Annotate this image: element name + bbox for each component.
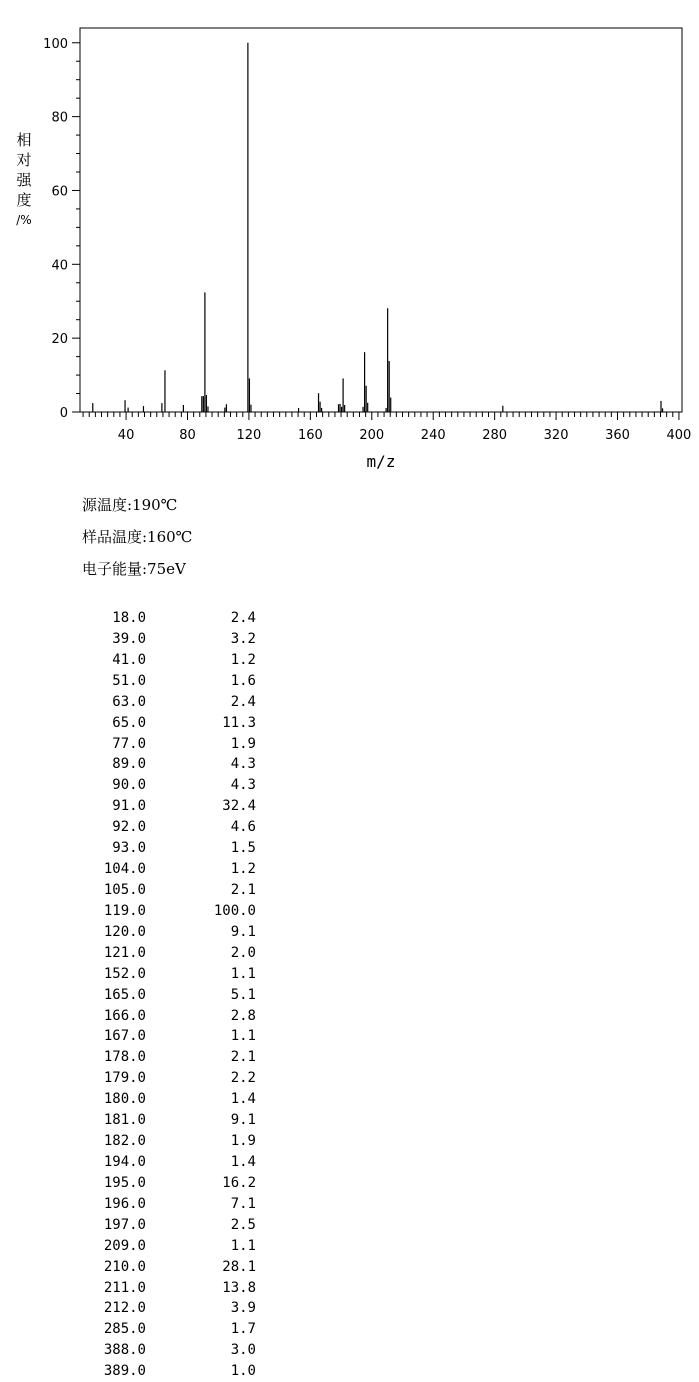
peak-intensity: 1.1 [230, 1028, 256, 1045]
peak-mz: 39.0 [112, 630, 146, 647]
peak-row [86, 1319, 286, 1340]
peak-mz: 120.0 [103, 923, 146, 940]
peak-row [86, 1215, 286, 1236]
x-tick-label: 360 [605, 428, 630, 443]
peak-intensity: 2.4 [230, 693, 256, 710]
peak-mz: 181.0 [103, 1112, 146, 1129]
peak-intensity: 5.1 [230, 986, 256, 1003]
peak-mz: 196.0 [103, 1195, 146, 1212]
x-tick-label: 240 [420, 428, 446, 443]
peak-row [86, 1194, 286, 1215]
peak-row [86, 1236, 286, 1257]
y-axis-label-char: 度 [16, 191, 32, 209]
peak-row [86, 1361, 286, 1382]
peak-row [86, 1173, 286, 1194]
peak-intensity: 3.2 [230, 630, 256, 647]
x-tick-label: 120 [236, 428, 262, 443]
peak-row [86, 734, 286, 755]
peak-mz: 63.0 [112, 693, 146, 710]
peak-mz: 104.0 [103, 861, 146, 878]
peak-row [86, 1068, 286, 1089]
peak-mz: 178.0 [103, 1049, 146, 1066]
peak-mz: 93.0 [112, 840, 146, 857]
peak-row [86, 943, 286, 964]
y-tick-label: 80 [51, 110, 68, 126]
peak-intensity: 1.2 [230, 861, 256, 878]
y-tick-label: 40 [51, 258, 68, 274]
y-axis-label-char: 对 [16, 151, 32, 169]
x-tick-label: 200 [359, 428, 385, 443]
peak-row [86, 629, 286, 650]
peak-mz: 180.0 [103, 1091, 146, 1108]
peak-row [86, 817, 286, 838]
peak-row [86, 692, 286, 713]
peak-row [86, 1131, 286, 1152]
peak-intensity: 11.3 [222, 714, 256, 731]
peak-row [86, 964, 286, 985]
peak-row [86, 922, 286, 943]
peak-mz: 195.0 [103, 1174, 146, 1191]
peak-intensity: 2.2 [230, 1070, 256, 1087]
electron-energy: 电子能量:75eV [82, 560, 186, 578]
peak-mz: 77.0 [112, 735, 146, 752]
peak-mz: 212.0 [103, 1300, 146, 1317]
y-tick-label: 0 [59, 406, 68, 421]
peak-intensity: 2.0 [230, 944, 256, 961]
peak-intensity: 13.8 [222, 1279, 256, 1296]
peak-intensity: 7.1 [230, 1195, 256, 1212]
peak-mz: 121.0 [103, 944, 146, 961]
peak-intensity: 2.4 [230, 610, 256, 626]
peak-row [86, 859, 286, 880]
peak-row [86, 775, 286, 796]
y-axis-label [14, 130, 34, 230]
peak-mz: 92.0 [112, 819, 146, 836]
peak-intensity: 1.0 [230, 1363, 256, 1380]
peak-mz: 388.0 [103, 1342, 146, 1359]
peak-intensity: 1.6 [230, 672, 256, 689]
peak-row [86, 985, 286, 1006]
source-temperature: 源温度:190℃ [82, 496, 178, 514]
peak-intensity: 2.1 [230, 1049, 256, 1066]
peak-intensity: 1.9 [230, 735, 256, 752]
peak-mz: 89.0 [112, 756, 146, 773]
peak-intensity: 1.2 [230, 651, 256, 668]
peak-mz: 210.0 [103, 1258, 146, 1275]
peak-mz: 211.0 [103, 1279, 146, 1296]
x-tick-label: 400 [666, 428, 692, 443]
peak-mz: 105.0 [103, 881, 146, 898]
peak-table [86, 608, 286, 1382]
peak-intensity: 9.1 [230, 1112, 256, 1129]
peak-intensity: 1.9 [230, 1133, 256, 1150]
peak-mz: 51.0 [112, 672, 146, 689]
peak-intensity: 1.1 [230, 1237, 256, 1254]
peak-intensity: 2.5 [230, 1216, 256, 1233]
peak-row [86, 713, 286, 734]
peak-intensity: 2.8 [230, 1007, 256, 1024]
mass-spectrum-chart [0, 0, 699, 480]
peak-row [86, 1110, 286, 1131]
sample-temperature: 样品温度:160℃ [82, 528, 193, 546]
peak-mz: 91.0 [112, 798, 146, 815]
peak-mz: 285.0 [103, 1321, 146, 1338]
peak-row [86, 1006, 286, 1027]
x-axis-label: m/z [366, 452, 396, 471]
peak-intensity: 4.6 [230, 819, 256, 836]
peak-intensity: 4.3 [230, 756, 256, 773]
peak-mz: 165.0 [103, 986, 146, 1003]
peak-row [86, 901, 286, 922]
peak-row [86, 1298, 286, 1319]
peak-row [86, 1047, 286, 1068]
peak-row [86, 1340, 286, 1361]
x-tick-label: 280 [482, 428, 508, 443]
y-tick-label: 20 [51, 332, 68, 348]
peak-mz: 65.0 [112, 714, 146, 731]
peak-intensity: 32.4 [222, 798, 256, 815]
peak-row [86, 1257, 286, 1278]
peak-mz: 119.0 [103, 902, 146, 919]
x-tick-label: 320 [543, 428, 569, 443]
peak-intensity: 4.3 [230, 777, 256, 794]
peak-mz: 179.0 [103, 1070, 146, 1087]
y-axis-label-char: 强 [16, 171, 32, 189]
x-tick-label: 160 [297, 428, 323, 443]
peak-row [86, 1278, 286, 1299]
peak-intensity: 28.1 [222, 1258, 256, 1275]
peak-mz: 90.0 [112, 777, 146, 794]
peak-intensity: 16.2 [222, 1174, 256, 1191]
x-tick-label: 80 [179, 428, 196, 443]
peak-intensity: 1.1 [230, 965, 256, 982]
peak-intensity: 1.7 [230, 1321, 256, 1338]
peak-row [86, 838, 286, 859]
peak-mz: 167.0 [103, 1028, 146, 1045]
y-axis-label-char: /% [16, 213, 32, 227]
peak-intensity: 1.5 [230, 840, 256, 857]
peak-row [86, 754, 286, 775]
peak-intensity: 2.1 [230, 881, 256, 898]
peak-row [86, 650, 286, 671]
peak-intensity: 100.0 [213, 902, 256, 919]
acquisition-parameters [82, 492, 192, 588]
peak-mz: 41.0 [112, 651, 146, 668]
peak-row [86, 671, 286, 692]
peak-row [86, 880, 286, 901]
peak-mz: 209.0 [103, 1237, 146, 1254]
peak-intensity: 9.1 [230, 923, 256, 940]
peak-intensity: 1.4 [230, 1153, 256, 1170]
y-tick-label: 60 [51, 184, 68, 200]
peak-mz: 389.0 [103, 1363, 146, 1380]
plot-frame [80, 28, 682, 412]
peak-intensity: 3.0 [230, 1342, 256, 1359]
peak-intensity: 1.4 [230, 1091, 256, 1108]
peak-row [86, 608, 286, 629]
peak-row [86, 1089, 286, 1110]
peak-row [86, 1152, 286, 1173]
y-tick-label: 100 [43, 36, 68, 52]
peak-mz: 182.0 [103, 1133, 146, 1150]
peak-mz: 197.0 [103, 1216, 146, 1233]
peak-row [86, 796, 286, 817]
peak-mz: 194.0 [103, 1153, 146, 1170]
y-axis-label-char: 相 [16, 131, 32, 149]
peak-row [86, 1026, 286, 1047]
peak-intensity: 3.9 [230, 1300, 256, 1317]
peak-mz: 166.0 [103, 1007, 146, 1024]
peak-mz: 18.0 [112, 610, 146, 626]
x-tick-label: 40 [117, 428, 135, 443]
peak-mz: 152.0 [103, 965, 146, 982]
